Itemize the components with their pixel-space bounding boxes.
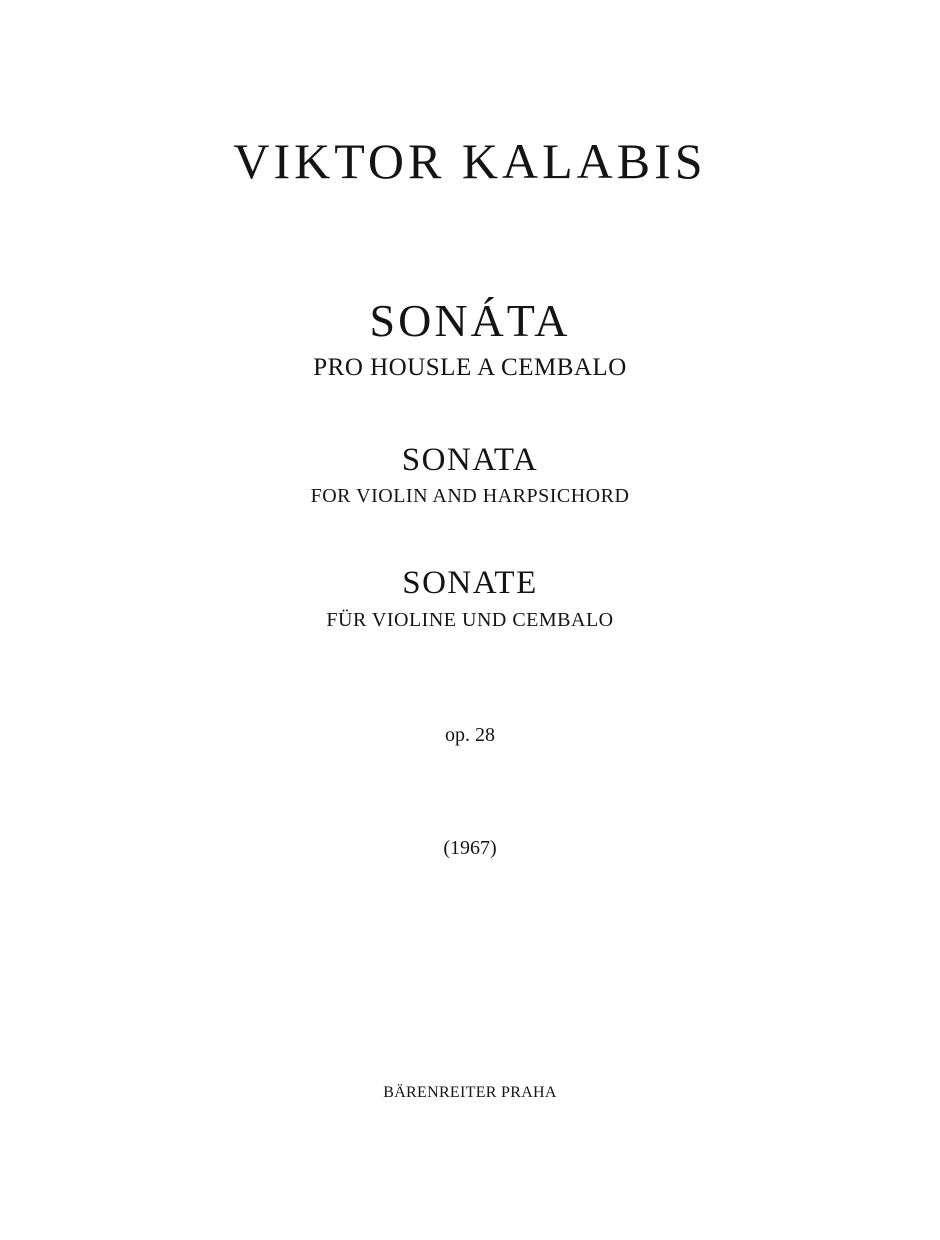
composer-name: VIKTOR KALABIS: [233, 133, 707, 189]
instrumentation-german: FÜR VIOLINE UND CEMBALO: [326, 609, 614, 631]
opus-number: op. 28: [445, 724, 495, 746]
publisher-name: BÄRENREITER PRAHA: [383, 1084, 557, 1101]
work-title-german: SONATE: [402, 565, 538, 601]
work-title-czech: SONÁTA: [369, 295, 571, 346]
composition-year: (1967): [443, 837, 497, 859]
instrumentation-english: FOR VIOLIN AND HARPSICHORD: [310, 485, 630, 507]
instrumentation-czech: PRO HOUSLE A CEMBALO: [313, 354, 627, 381]
work-title-english: SONATA: [401, 442, 539, 478]
